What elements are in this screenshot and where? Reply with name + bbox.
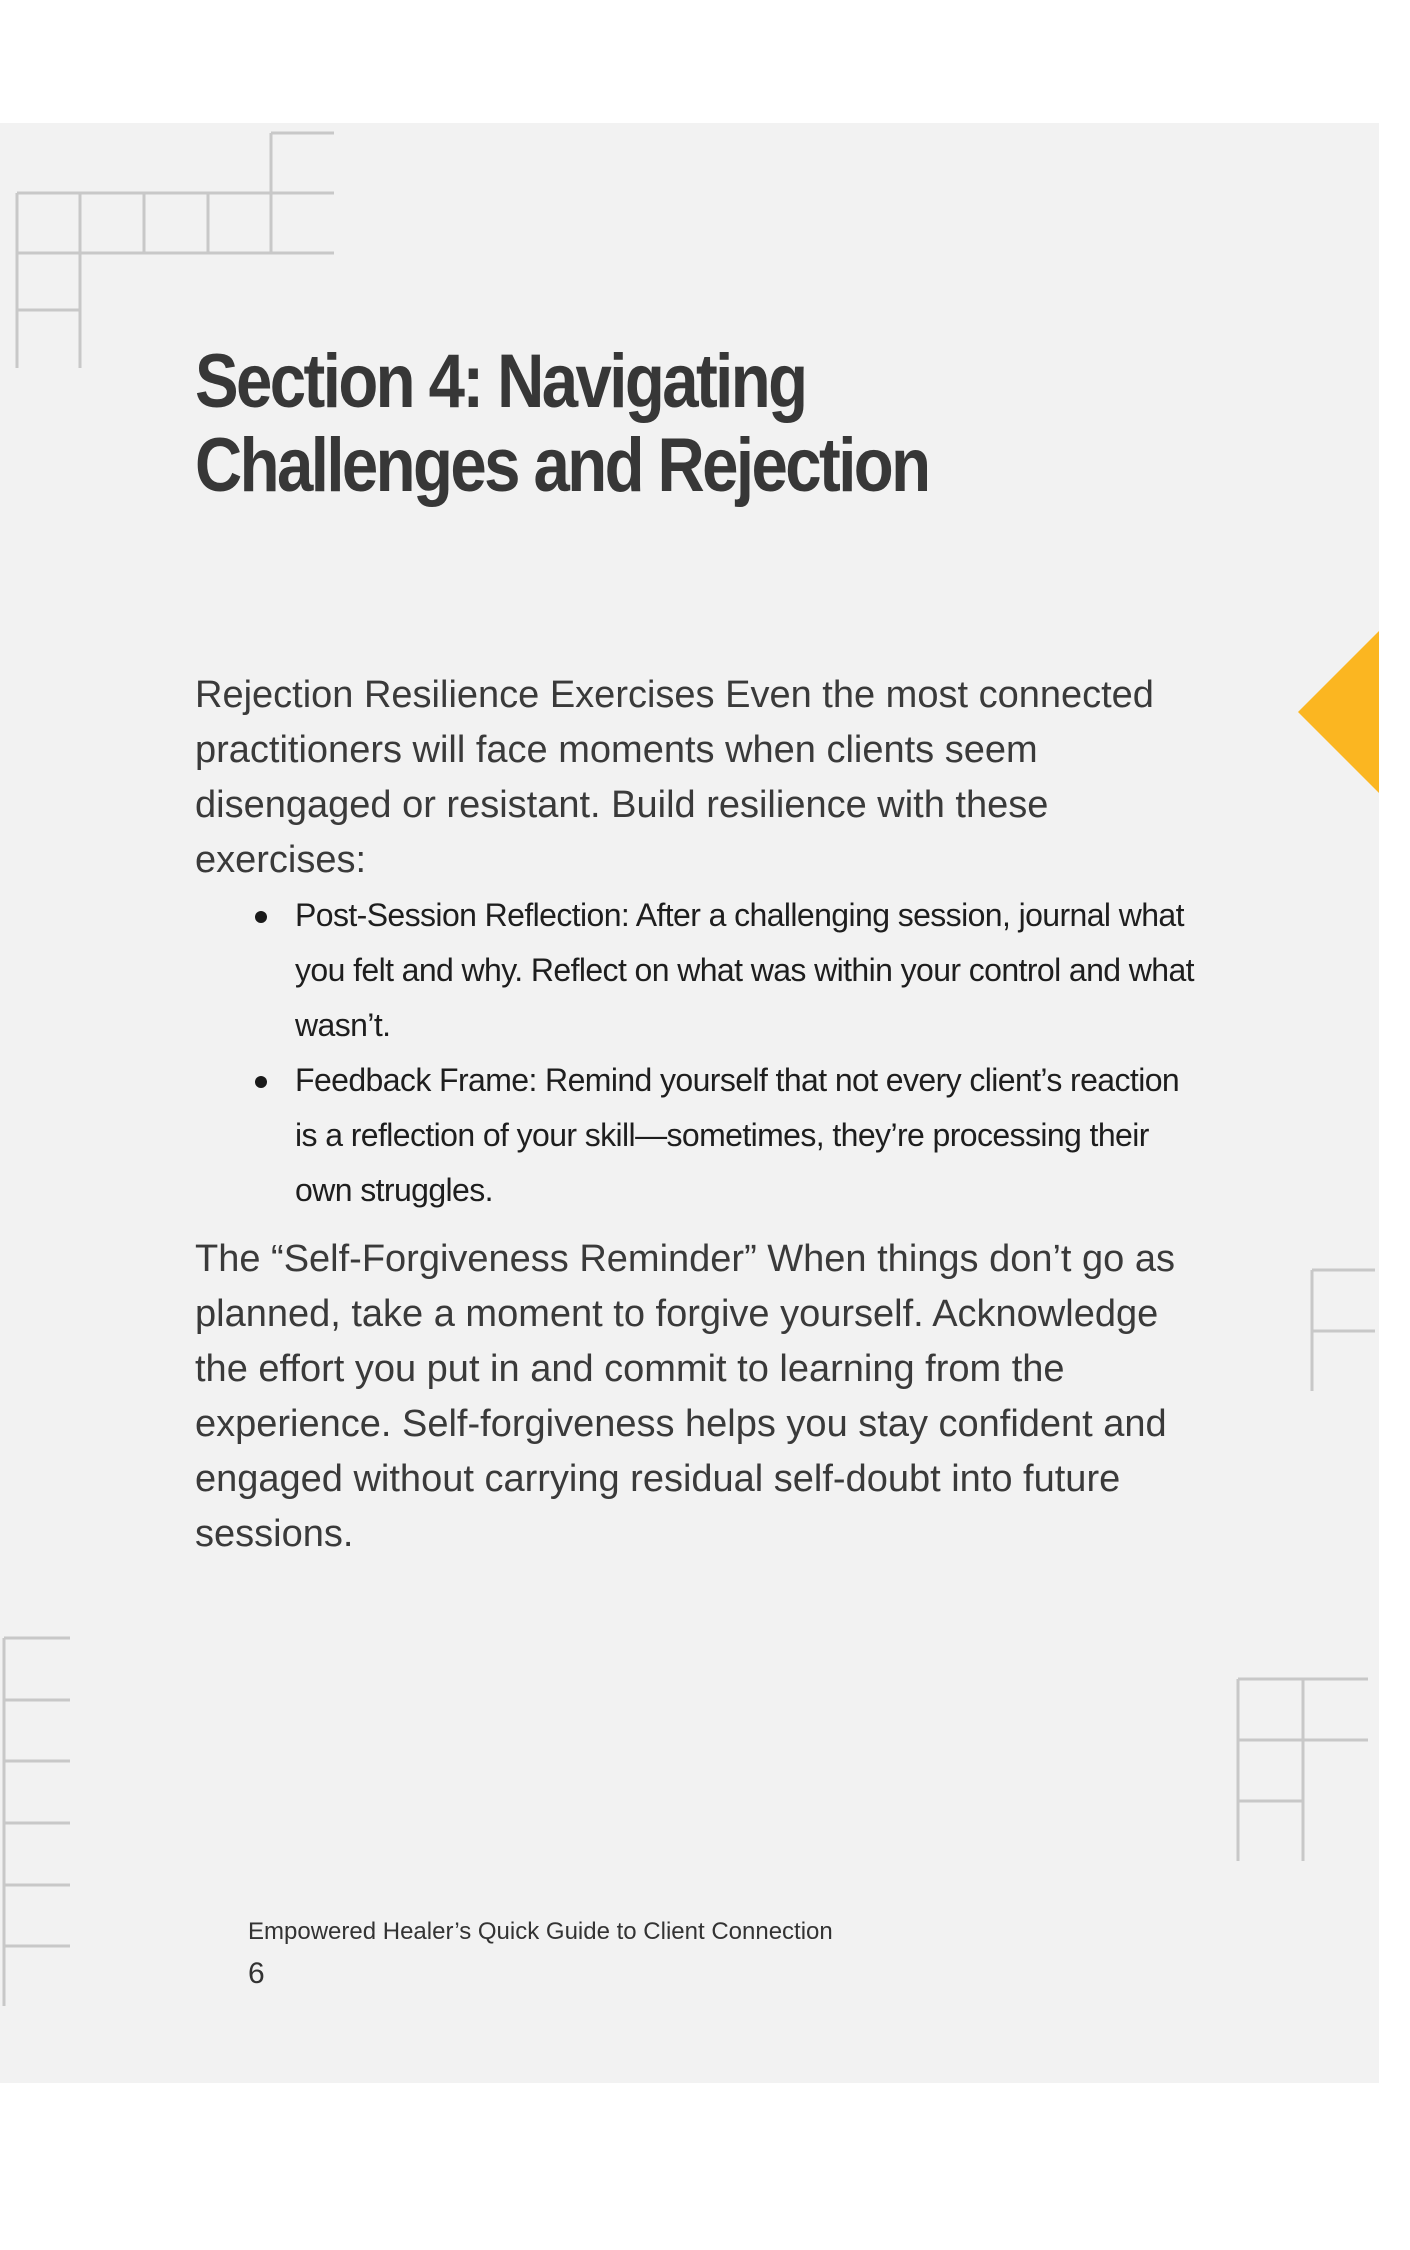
grid-bottom-left xyxy=(4,1638,70,2006)
self-forgiveness-paragraph: The “Self-Forgiveness Reminder” When things don’t go as planned, take a moment to forgive yourself. Acknowledge the effort you put in and commit to learning from the experience. Self-forgiveness helps you stay confident and engaged without carrying residual self-doubt into future sessions. xyxy=(195,1238,1176,1555)
section-title: Section 4: Navigating Challenges and Rejection xyxy=(195,339,929,508)
grid-top-left xyxy=(17,133,334,368)
accent-arrow-icon xyxy=(1298,631,1379,793)
grid-bottom-right xyxy=(1238,1679,1368,1861)
page-number: 6 xyxy=(248,1957,265,1990)
bullet-icon xyxy=(255,1076,267,1088)
section-content xyxy=(195,668,1195,1562)
exercise-list xyxy=(195,888,1195,1218)
bullet-icon xyxy=(255,911,267,923)
list-item-text: Feedback Frame: Remind yourself that not every client’s reaction is a reflection of your skill—sometimes, they’re processing their own struggles. xyxy=(295,1062,1180,1208)
footer-book-title: Empowered Healer’s Quick Guide to Client Connection xyxy=(248,1918,833,1945)
grid-right-middle xyxy=(1312,1270,1375,1391)
intro-paragraph: Rejection Resilience Exercises Even the most connected practitioners will face moments when clients seem disengaged or resistant. Build resilience with these exercises: xyxy=(195,674,1154,881)
list-item xyxy=(295,888,1195,1053)
list-item xyxy=(295,1053,1195,1218)
list-item-text: Post-Session Reflection: After a challenging session, journal what you felt and why. Reflect on what was within your control and what wasn’t. xyxy=(295,897,1194,1043)
